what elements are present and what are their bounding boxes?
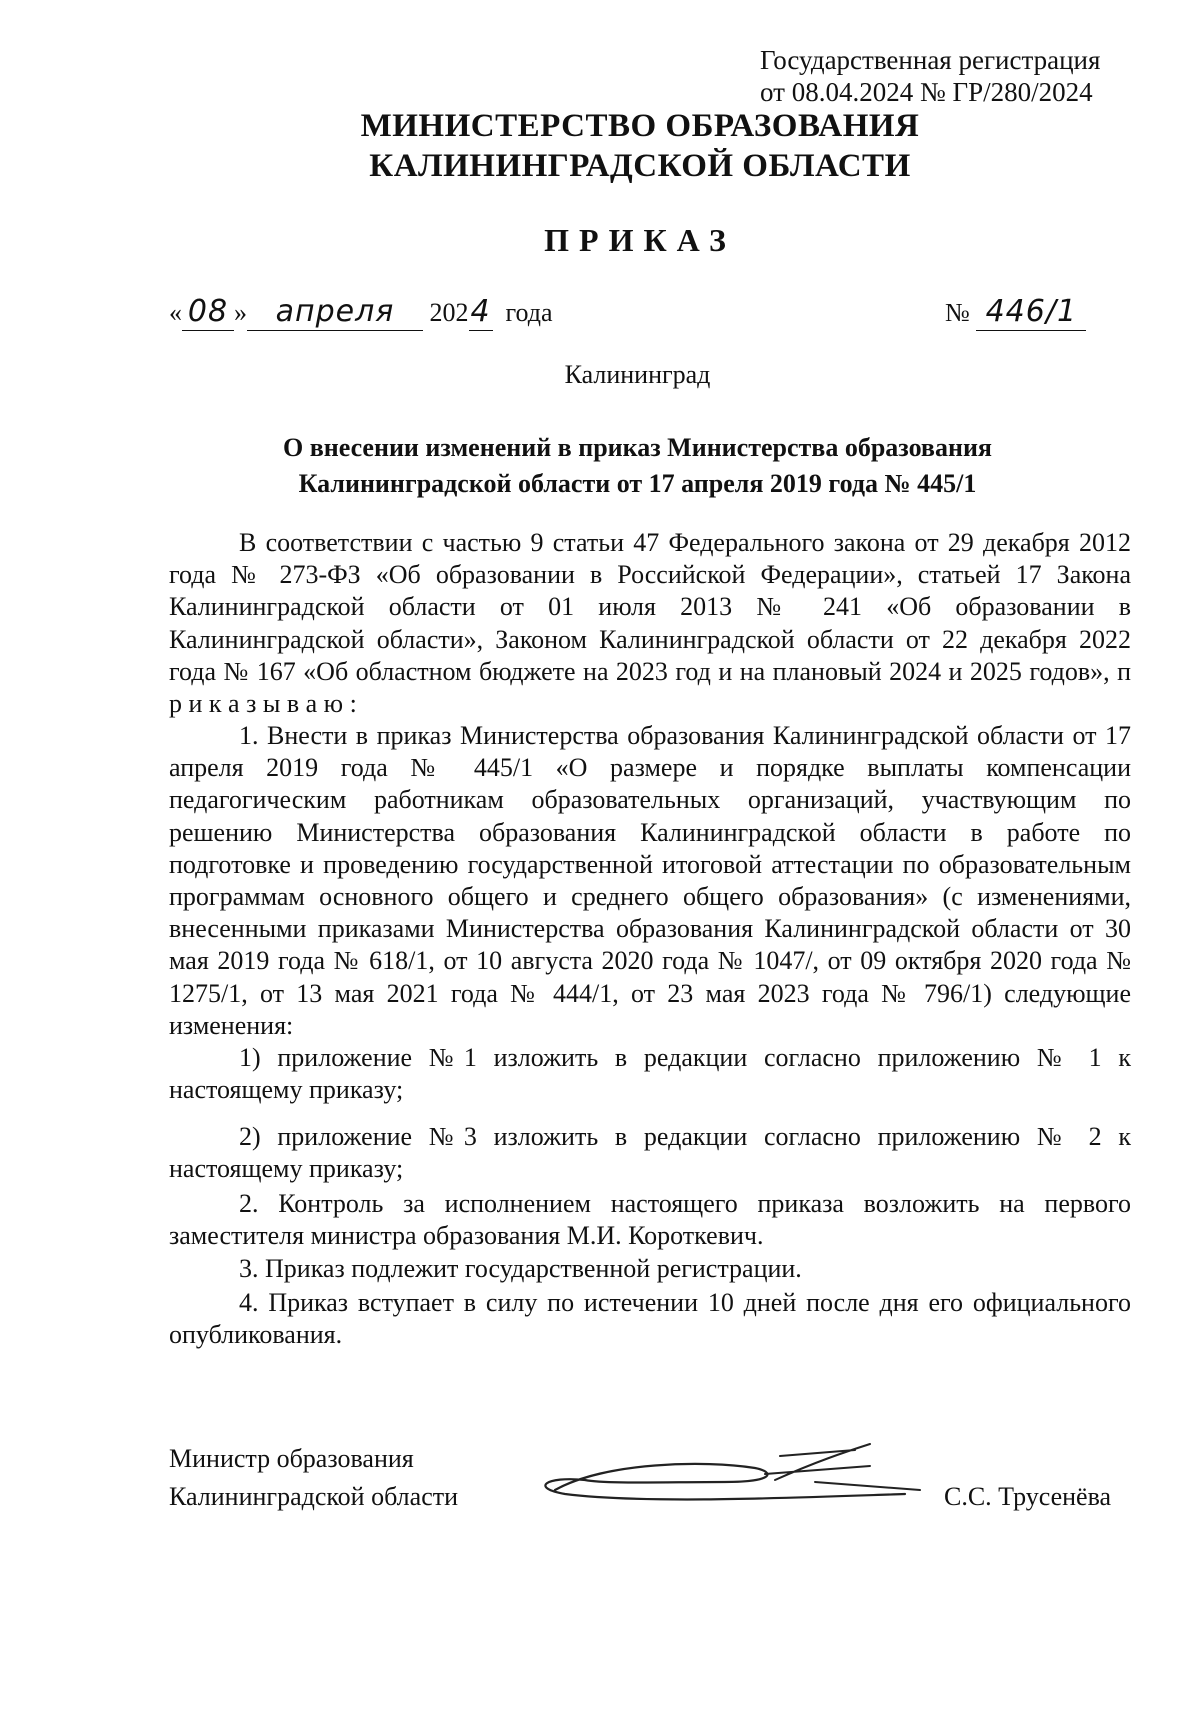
date-open-quote: « — [169, 298, 182, 327]
title-line-2: Калининградской области от 17 апреля 2019 года № 445/1 — [298, 469, 977, 498]
signatory-position — [169, 1440, 458, 1516]
item-3-paragraph: 3. Приказ подлежит государственной регистрации. — [239, 1254, 802, 1283]
date-day: 08 — [182, 294, 234, 331]
document-date — [169, 294, 553, 331]
subitem-1-paragraph: 1) приложение №1 изложить в редакции согласно приложению № 1 к настоящему приказу; — [169, 1043, 1131, 1105]
document-number — [945, 294, 1086, 331]
ministry-name-line-2: КАЛИНИНГРАДСКОЙ ОБЛАСТИ — [369, 148, 911, 184]
position-line-1: Министр образования — [169, 1444, 414, 1473]
document-type: ПРИКАЗ — [544, 222, 736, 258]
date-year-word: года — [505, 298, 553, 327]
date-close-quote: » — [234, 298, 247, 327]
registration-line-2: от 08.04.2024 № ГР/280/2024 — [760, 77, 1093, 107]
item-4-paragraph: 4. Приказ вступает в силу по истечении 10 дней после дня его официального опубликования. — [169, 1288, 1131, 1350]
registration-line-1: Государственная регистрация — [760, 45, 1101, 75]
item-2-paragraph: 2. Контроль за исполнением настоящего приказа возложить на первого заместителя министра образования М.И. Короткевич. — [169, 1189, 1131, 1251]
date-year-prefix: 202 — [429, 298, 469, 327]
preamble-paragraph: В соответствии с частью 9 статьи 47 Федерального закона от 29 декабря 2012 года № 273-ФЗ «Об образовании в Российской Федерации», статьей 17 Закона Калининградской области от 01 июля 2013 № 241 «Об образовании в Калининградской области», Законом Калининградской области от 22 декабря 2022 года № 167 «Об областном бюджете на 2023 год и на плановый 2024 и 2025 годов», п р и к а з ы в а ю : — [169, 528, 1131, 719]
number-label: № — [945, 298, 970, 327]
date-year-suffix: 4 — [470, 294, 491, 329]
city: Калининград — [564, 360, 711, 389]
title-line-1: О внесении изменений в приказ Министерства образования — [282, 433, 993, 462]
date-month: апреля — [247, 294, 423, 331]
signatory-name: С.С. Трусенёва — [944, 1482, 1112, 1511]
subitem-2-paragraph: 2) приложение №3 изложить в редакции согласно приложению № 2 к настоящему приказу; — [169, 1122, 1131, 1184]
handwritten-signature — [525, 1432, 935, 1512]
ministry-name-line-1: МИНИСТЕРСТВО ОБРАЗОВАНИЯ — [360, 108, 920, 144]
position-line-2: Калининградской области — [169, 1482, 459, 1511]
item-1-paragraph: 1. Внести в приказ Министерства образования Калининградской области от 17 апреля 2019 года № 445/1 «О размере и порядке выплаты компенсации педагогическим работникам образовательных организаций, участвующим по решению Министерства образования Калининградской области в работе по подготовке и проведению государственной итоговой аттестации по образовательным программам основного общего и среднего общего образования» (с изменениями, внесенными приказами Министерства образования Калининградской области от 30 мая 2019 года № 618/1, от 10 августа 2020 года № 1047/, от 09 октября 2020 года № 1275/1, от 13 мая 2021 года № 444/1, от 23 мая 2023 года № 796/1) следующие изменения: — [169, 721, 1131, 1040]
registration-stamp — [760, 44, 1100, 108]
number-value: 446/1 — [976, 294, 1086, 331]
